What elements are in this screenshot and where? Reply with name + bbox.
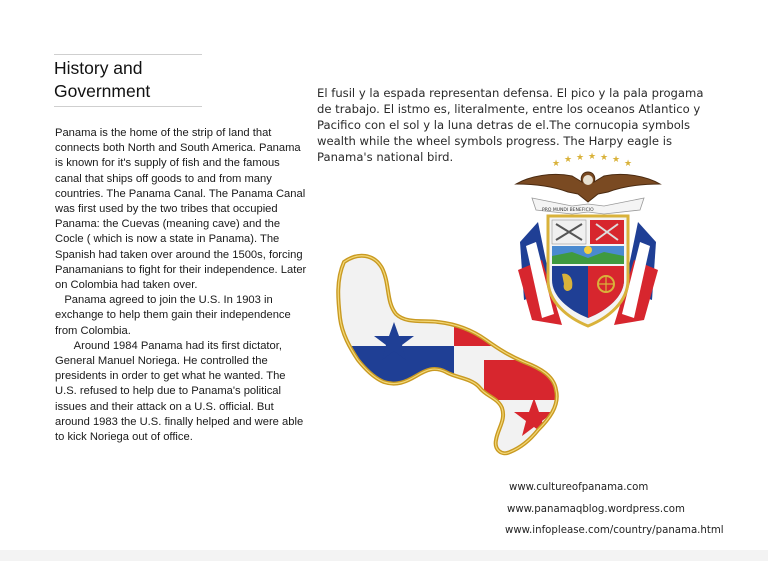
coat-of-arms-caption: El fusil y la espada representan defensa. El pico y la pala progama de trabajo. El istmo es, literalmente, entre los oceanos Atlantico y Pacifico con el sol y la luna detras de el.The cornucopia symbols wealth while the wheel symbols progress. The Harpy eagle is Panama's national bird. <box>317 86 704 164</box>
svg-text:★: ★ <box>552 159 561 169</box>
history-paragraph-1: Panama is the home of the strip of land that connects both North and South America. Panama is known for it's supply of fish and the famous canal that ships off goods to and from many countries. The Panama Canal. The Panama Canal was first used by the two tribes that occupied Panama: the Cuevas (meaning cave) and the Cocle ( which is now a state in Panama). The Spanish had taken over around the 1500s, forcing Panamanians to fight for their independence. Later on Colombia had taken over. <box>55 127 307 292</box>
bottom-strip <box>0 550 768 561</box>
svg-text:★: ★ <box>564 155 573 165</box>
source-link-2[interactable]: www.panamaqblog.wordpress.com <box>507 504 685 515</box>
source-link-1[interactable]: www.cultureofpanama.com <box>509 482 649 493</box>
svg-text:★: ★ <box>600 153 609 163</box>
svg-text:★: ★ <box>588 152 597 162</box>
panama-flag-map-icon <box>334 250 574 460</box>
svg-text:★: ★ <box>612 155 621 165</box>
page-title <box>54 57 150 103</box>
source-link-3[interactable]: www.infoplease.com/country/panama.html <box>505 525 724 536</box>
svg-text:★: ★ <box>576 153 585 163</box>
page-title-line-2: Government <box>54 81 151 101</box>
page-title-line-1: History and <box>54 58 143 78</box>
history-text-block <box>55 126 307 445</box>
coat-of-arms-motto: PRO MUNDI BENEFICIO <box>542 208 594 213</box>
svg-text:★: ★ <box>624 159 633 169</box>
history-paragraph-3: Around 1984 Panama had its first dictator, General Manuel Noriega. He controlled the presidents in order to get what he wanted. The U.S. refused to help due to Panama's political issues and their attack on a U.S. official. But around 1983 the U.S. finally helped and were able to kick Noriega out of office. <box>55 339 304 444</box>
title-bottom-rule <box>54 106 202 107</box>
history-paragraph-2: Panama agreed to join the U.S. In 1903 in exchange to help them gain their independence from Colombia. <box>55 294 291 337</box>
title-top-rule <box>54 54 202 55</box>
